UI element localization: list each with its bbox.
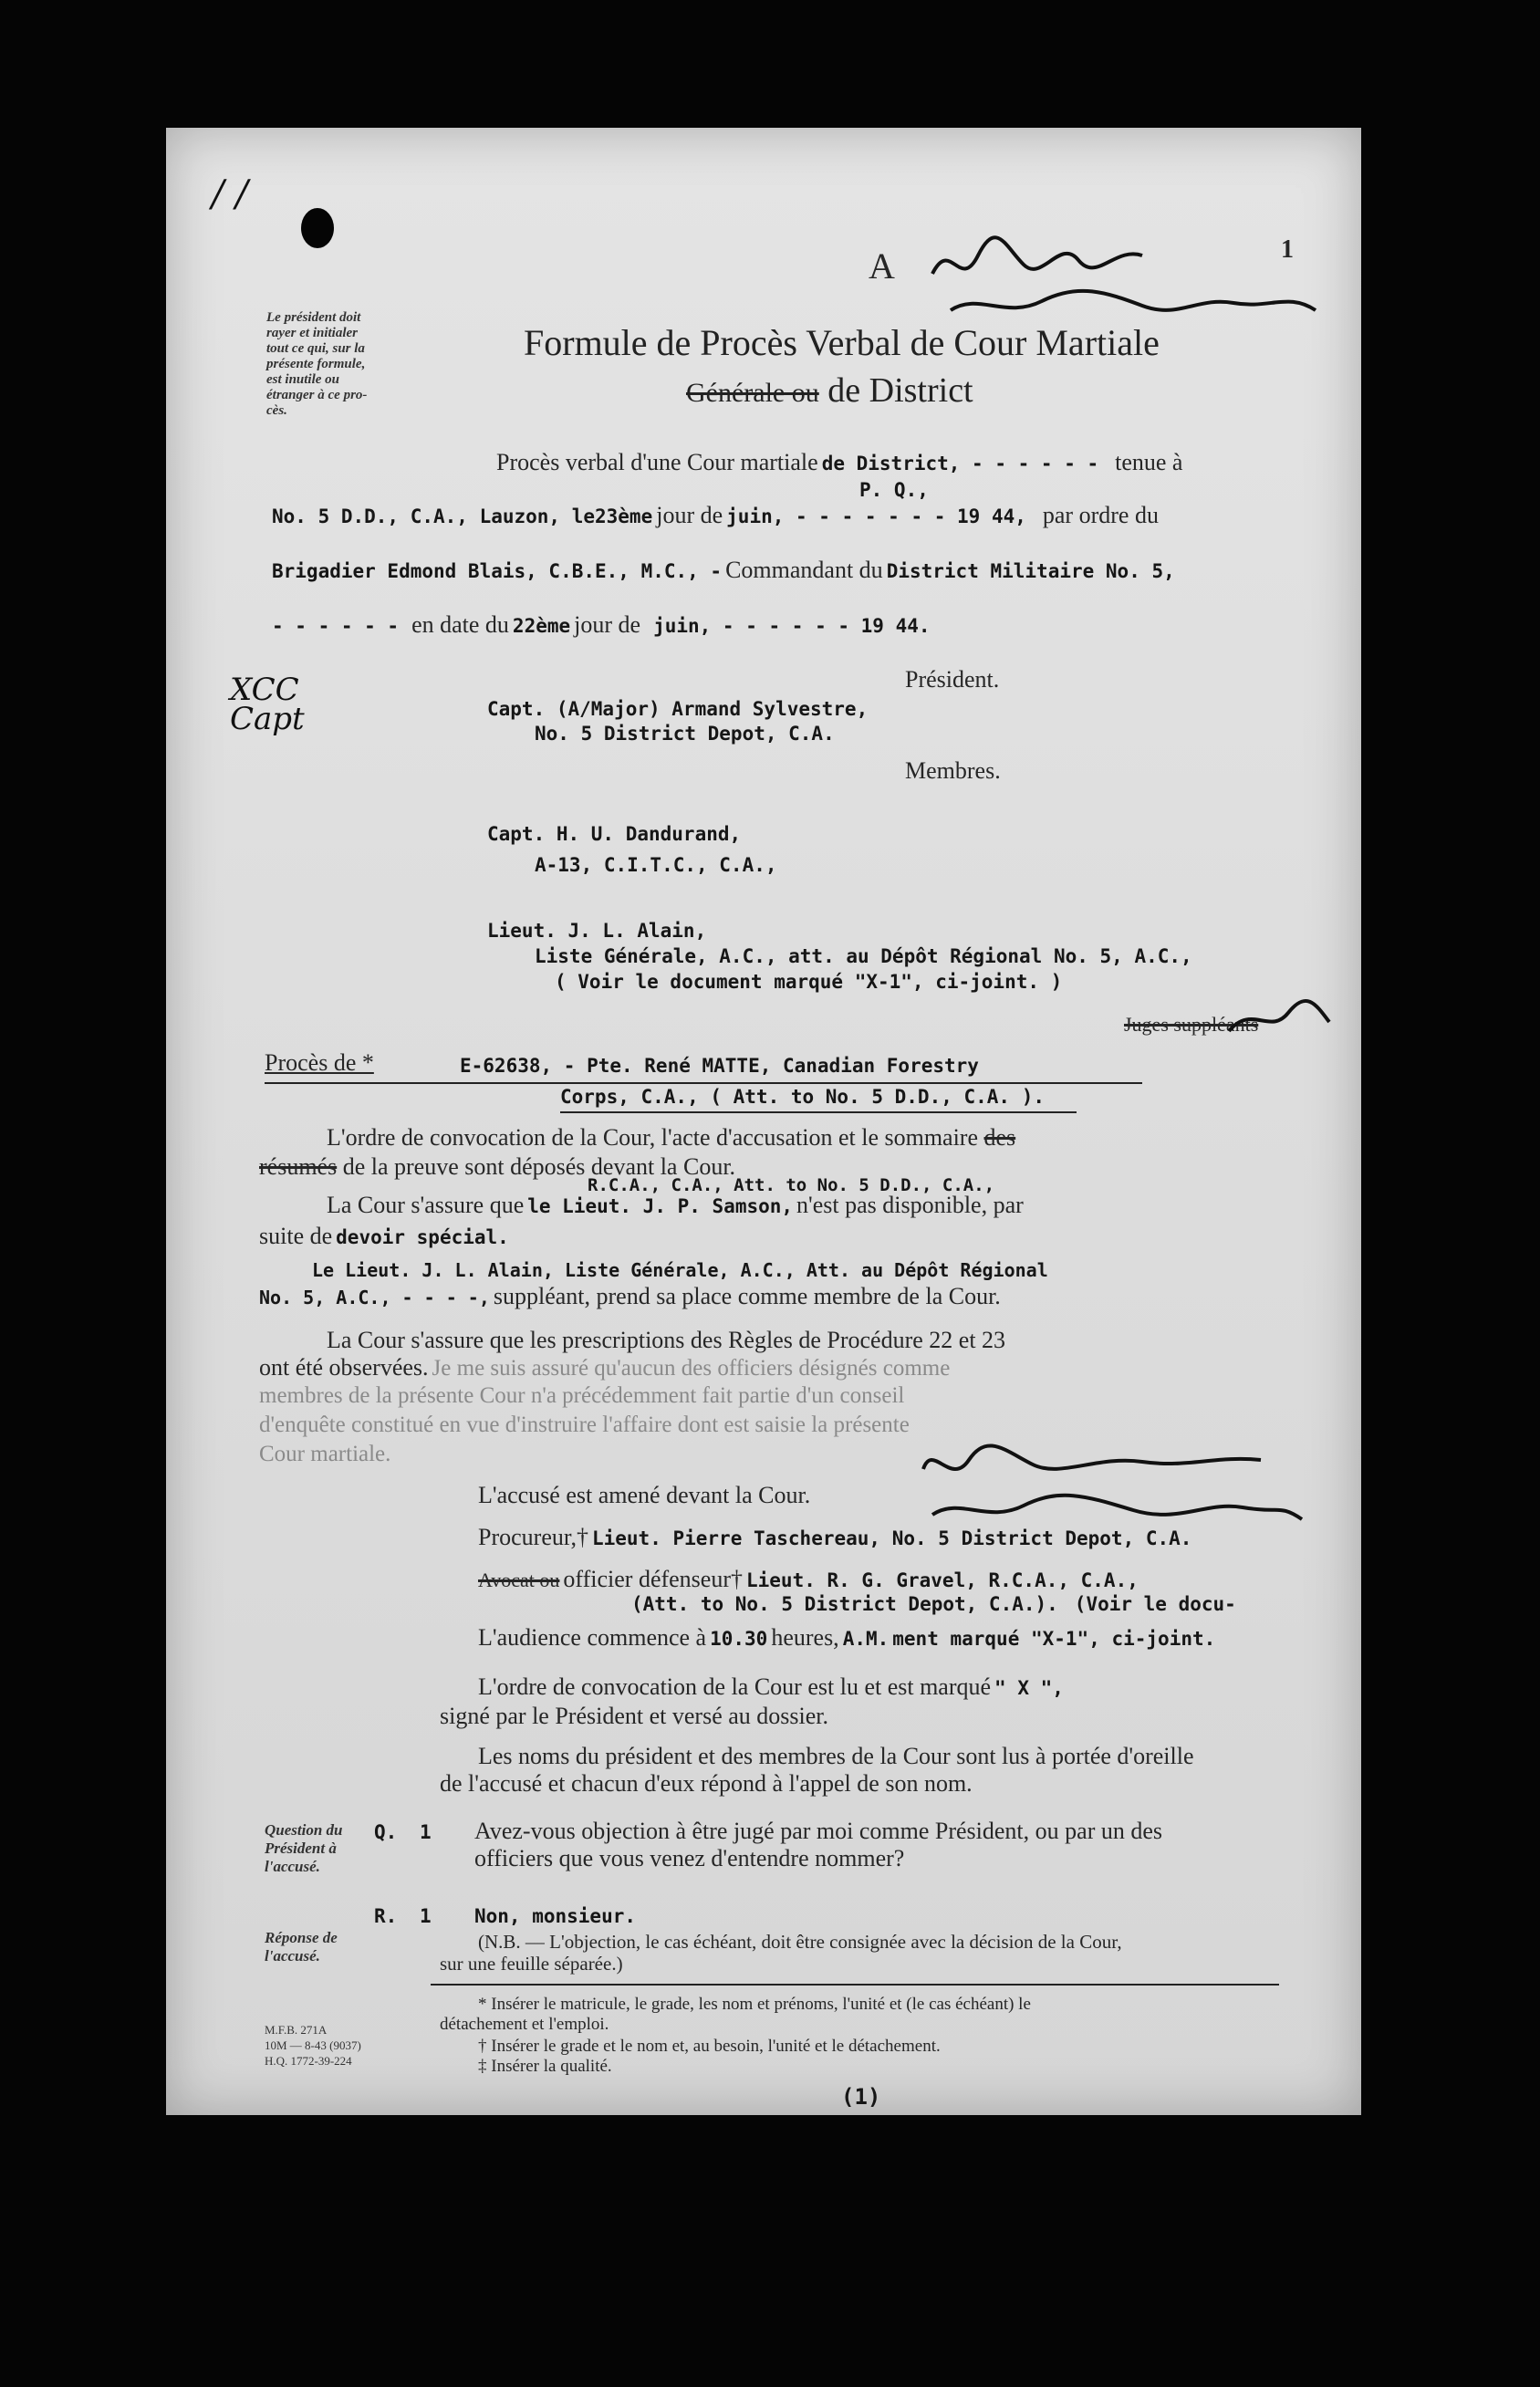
para-text: heures, [771,1624,839,1651]
president-label: Président. [905,666,1000,693]
para-text: L'ordre de convocation de la Cour est lu et est marqué [478,1673,992,1700]
intro-printed: jour de [656,502,723,528]
prosecutor-name: Lieut. Pierre Taschereau, No. 5 District Depot, C.A. [591,1527,1192,1549]
para-9-line-2: signé par le Président et versé au dossier. [440,1703,828,1729]
defender-unit: (Att. to No. 5 District Depot, C.A.). [631,1593,1058,1615]
defender-line-2 [631,1593,1236,1615]
typed-insert: le Lieut. J. P. Samson, [527,1195,794,1217]
intro-line-1 [496,449,1182,476]
member-2-reference: ( Voir le document marqué "X-1", ci-joint. ) [555,971,1063,993]
page-number: 1 [1281,235,1294,264]
side-label-line: l'accusé. [265,1947,320,1965]
members-label: Membres. [905,757,1001,784]
answer-text: Non, monsieur. [474,1905,637,1927]
intro-line-4 [272,611,931,639]
defender-name: Lieut. R. G. Gravel, R.C.A., C.A., [746,1569,1139,1591]
hearing-start-line [478,1624,1215,1652]
para-2-line-2 [259,1223,509,1250]
para-text: de la preuve sont déposés devant la Cour. [342,1153,736,1180]
para-4-line-5: Cour martiale. [259,1442,391,1466]
form-codes [265,2022,361,2069]
member-2-name: Lieut. J. L. Alain, [487,920,707,942]
para-10-line-2: de l'accusé et chacun d'eux répond à l'appel de son nom. [440,1770,973,1797]
side-label-line: Réponse de [265,1929,338,1946]
para-text: n'est pas disponible, par [796,1192,1024,1218]
intro-printed: par ordre du [1042,502,1159,528]
subtitle-district: de District [827,371,973,410]
para-text: officier défenseur† [563,1566,743,1592]
typed-insert: (Voir le docu- [1074,1593,1236,1615]
answer-nb-line-2: sur une feuille séparée.) [440,1953,623,1975]
initials-signature-top [923,219,1325,328]
intro-printed: tenue à [1115,449,1183,475]
document-page [166,128,1361,2115]
para-3-typed: Le Lieut. J. L. Alain, Liste Générale, A.C., Att. au Dépôt Régional [312,1259,1048,1281]
side-label-line: Président à [265,1840,337,1857]
president-signature [914,1433,1306,1533]
intro-printed: en date du [411,611,509,638]
struck-word: résumés [259,1153,338,1180]
para-text: L'audience commence à [478,1624,707,1651]
punch-hole [301,208,334,248]
trial-accused-line-2: Corps, C.A., ( Att. to No. 5 D.D., C.A. ). [560,1086,1046,1108]
faded-text: Je me suis assuré qu'aucun des officiers désignés comme [432,1356,951,1381]
para-text: suite de [259,1223,333,1249]
intro-typed: juin, - - - - - - 19 44. [653,615,931,637]
page-footer: (1) [841,2084,881,2110]
struck-word: des [983,1124,1016,1151]
margin-note-line: présente formule, [266,357,366,371]
intro-typed: juin, - - - - - - - 19 44, [726,506,1026,527]
para-1-line-1 [327,1124,1015,1152]
typed-insert: ment marqué "X-1", ci-joint. [892,1628,1216,1650]
strike-initials [1224,995,1334,1040]
footnote-3: ‡ Insérer la qualité. [478,2057,612,2076]
question-text-2: officiers que vous venez d'entendre nommer? [474,1845,905,1871]
president-unit: No. 5 District Depot, C.A. [535,723,835,745]
page-letter: A [869,245,895,287]
struck-avocat: Avocat ou [478,1569,560,1591]
footnote-1b: détachement et l'emploi. [440,2015,609,2034]
intro-printed: Commandant du [725,557,883,583]
intro-typed: de District, - - - - - - [821,453,1099,474]
para-2-line-1 [327,1192,1024,1219]
question-number: 1 [420,1821,432,1843]
margin-note-line: étranger à ce pro- [266,388,368,402]
prosecutor-line [478,1524,1191,1551]
footnote-2: † Insérer le grade et le nom et, au besoin, l'unité et le détachement. [478,2037,941,2056]
intro-typed: Brigadier Edmond Blais, C.B.E., M.C., - [272,560,723,582]
question-text-1: Avez-vous objection à être jugé par moi comme Président, ou par un des [474,1818,1163,1844]
answer-tag: R. [374,1905,398,1927]
answer-side-label [265,1929,338,1965]
para-4-line-1: La Cour s'assure que les prescriptions des Règles de Procédure 22 et 23 [327,1327,1006,1353]
para-2-interlinear: R.C.A., C.A., Att. to No. 5 D.D., C.A., [588,1175,995,1195]
form-title: Formule de Procès Verbal de Cour Martiale [524,322,1160,363]
para-9-line-1 [478,1673,1064,1701]
struck-generale: Générale ou [686,378,819,408]
para-10-line-1: Les noms du président et des membres de la Cour sont lus à portée d'oreille [478,1743,1194,1769]
intro-typed: District Militaire No. 5, [886,560,1175,582]
typed-insert: " X ", [994,1677,1064,1699]
para-text: L'ordre de convocation de la Cour, l'acte d'accusation et le sommaire [327,1124,979,1151]
form-code: M.F.B. 271A [265,2023,328,2037]
member-1-name: Capt. H. U. Dandurand, [487,823,742,845]
margin-note-line: Le président doit [266,310,361,325]
intro-line-3 [272,557,1175,584]
intro-typed: 22ème [512,615,571,637]
intro-province: P. Q., [859,479,929,501]
trial-rule [560,1111,1077,1113]
margin-note-line: est inutile ou [266,372,340,387]
intro-typed: No. 5 D.D., C.A., Lauzon, le23ème [272,506,653,527]
para-text: suppléant, prend sa place comme membre de la Cour. [493,1283,1001,1309]
form-subtitle [686,370,973,411]
trial-accused-line-1: E-62638, - Pte. René MATTE, Canadian Forestry [460,1055,979,1077]
member-2-unit: Liste Générale, A.C., att. au Dépôt Régional No. 5, A.C., [535,945,1192,967]
para-4-line-3: membres de la présente Cour n'a précédemment fait partie d'un conseil [259,1383,905,1408]
typed-insert: devoir spécial. [336,1226,509,1248]
margin-note [266,310,403,419]
intro-printed: jour de [574,611,641,638]
para-3-line-2 [259,1283,1001,1310]
member-1-unit: A-13, C.I.T.C., C.A., [535,854,777,876]
trial-rule [265,1082,1142,1084]
para-text: La Cour s'assure que [327,1192,525,1218]
corner-tick-mark: / / [212,173,248,215]
para-4-line-4: d'enquête constitué en vue d'instruire l'affaire dont est saisie la présente [259,1412,910,1437]
president-name: Capt. (A/Major) Armand Sylvestre, [487,698,869,720]
answer-number: 1 [420,1905,432,1927]
handwritten-annotation: XCC Capt [230,672,305,737]
para-text: Procureur,† [478,1524,588,1550]
side-label-line: l'accusé. [265,1858,320,1875]
footnote-1a: * Insérer le matricule, le grade, les nom et prénoms, l'unité et (le cas échéant) le [478,1995,1031,2014]
para-text: ont été observées. [259,1354,429,1381]
intro-typed: - - - - - - [272,615,400,637]
para-5-accused-brought: L'accusé est amené devant la Cour. [478,1482,811,1508]
side-label-line: Question du [265,1821,343,1839]
footnote-rule [431,1984,1279,1986]
intro-line-2 [272,502,1159,529]
margin-note-line: rayer et initialer [266,326,358,340]
question-side-label [265,1821,343,1876]
struck-juges-suppleants: Juges suppléants [1124,1013,1259,1036]
typed-insert: A.M. [842,1628,890,1650]
margin-note-line: cès. [266,403,287,418]
trial-label: Procès de * [265,1049,374,1076]
intro-printed: Procès verbal d'une Cour martiale [496,449,818,475]
hearing-time: 10.30 [710,1628,768,1650]
form-code: 10M — 8-43 (9037) [265,2038,361,2052]
defender-line [478,1566,1139,1593]
para-4-line-2 [259,1354,950,1381]
margin-note-line: tout ce qui, sur la [266,341,365,356]
answer-nb-line-1: (N.B. — L'objection, le cas échéant, doit être consignée avec la décision de la Cour, [478,1931,1122,1953]
form-code: H.Q. 1772-39-224 [265,2054,352,2068]
question-tag: Q. [374,1821,398,1843]
typed-insert: No. 5, A.C., - - - -, [259,1287,490,1308]
